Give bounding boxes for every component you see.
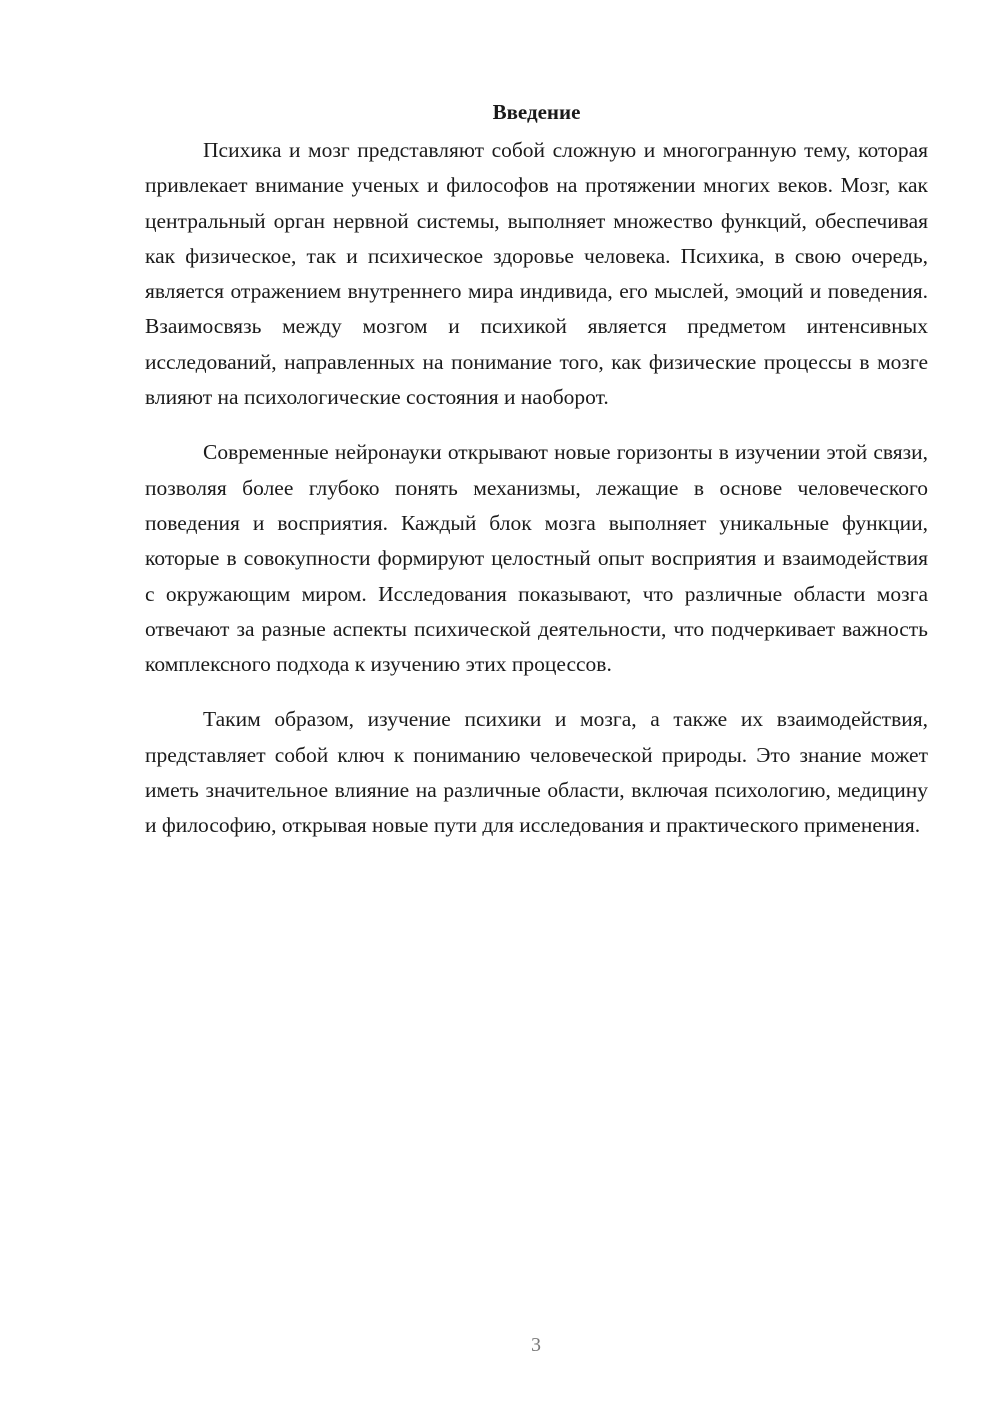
paragraph-1: Психика и мозг представляют собой сложную и многогранную тему, которая привлекает внимание ученых и философов на протяжении многих веков. Мозг, как центральный орган нервной системы, выполняет множество функций, обеспечивая как физическое, так и психическое здоровье человека. Психика, в свою очередь, является отражением внутреннего мира индивида, его мыслей, эмоций и поведения. Взаимосвязь между мозгом и психикой является предметом интенсивных исследований, направленных на понимание того, как физические процессы в мозге влияют на психологические состояния и наоборот. — [145, 138, 928, 410]
paragraph-3: Таким образом, изучение психики и мозга, а также их взаимодействия, представляет собой ключ к пониманию человеческой природы. Это знание может иметь значительное влияние на различные области, включая психологию, медицину и философию, открывая новые пути для исследования и практического применения. — [145, 707, 928, 838]
paragraph-2: Современные нейронауки открывают новые горизонты в изучении этой связи, позволяя более глубоко понять механизмы, лежащие в основе человеческого поведения и восприятия. Каждый блок мозга выполняет уникальные функции, которые в совокупности формируют целостный опыт восприятия и взаимодействия с окружающим миром. Исследования показывают, что различные области мозга отвечают за разные аспекты психической деятельности, что подчеркивает важность комплексного подхода к изучению этих процессов. — [145, 440, 928, 677]
section-title: Введение — [492, 100, 581, 124]
page-number: 3 — [531, 1334, 541, 1356]
page-content — [145, 96, 928, 864]
